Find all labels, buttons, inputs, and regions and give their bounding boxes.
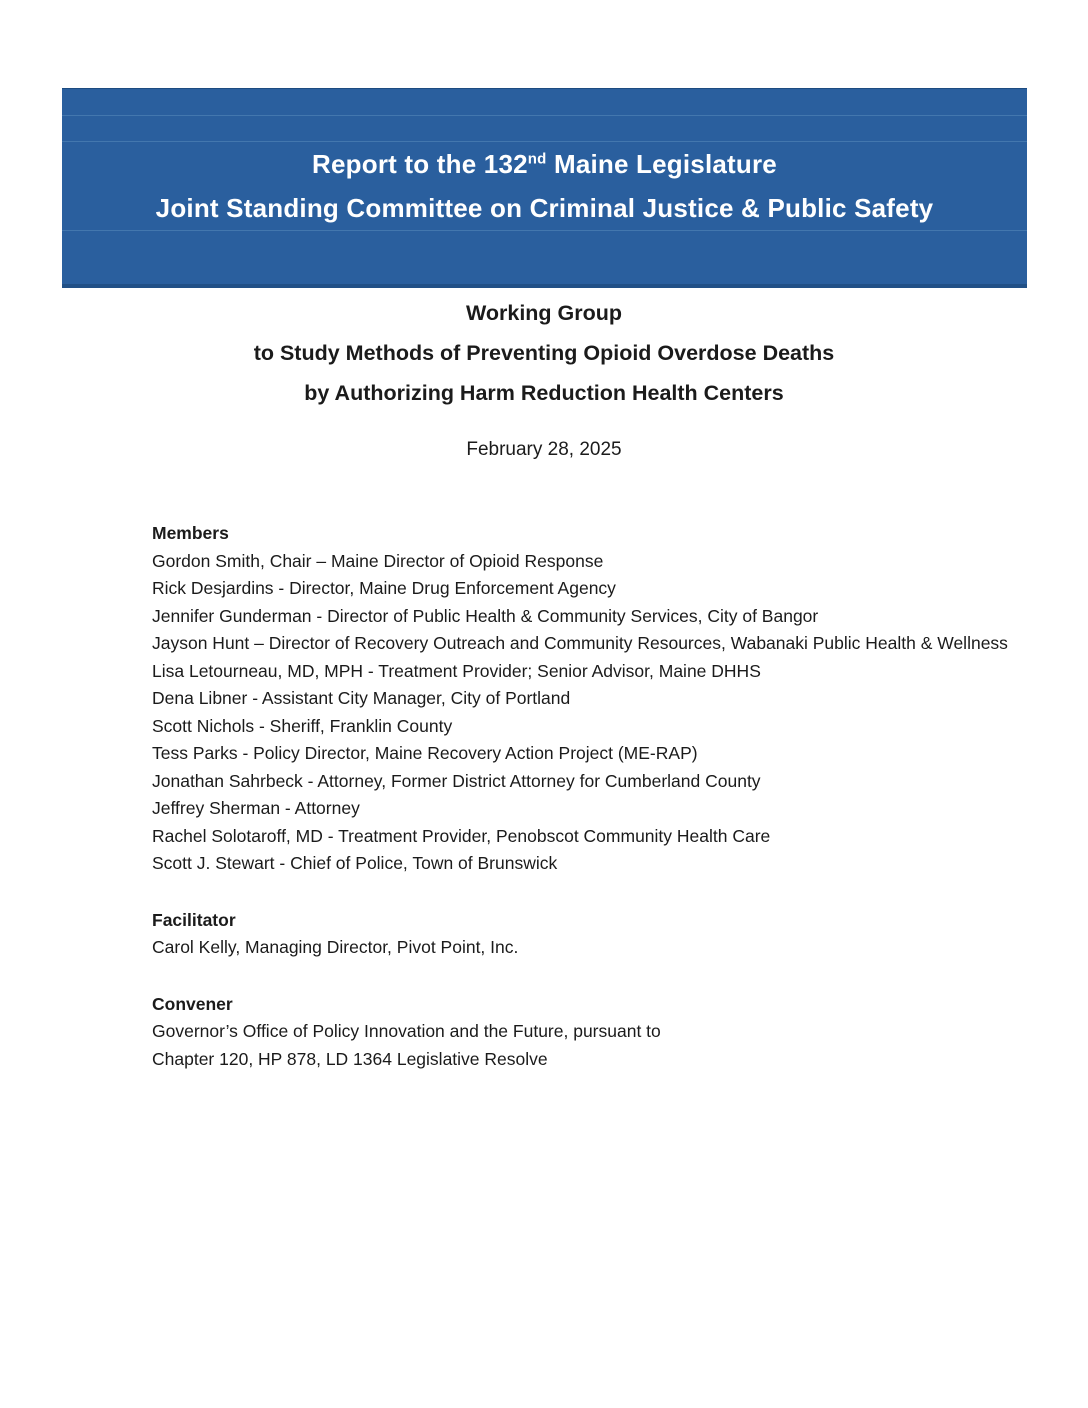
report-title-line2: Joint Standing Committee on Criminal Justice & Public Safety xyxy=(155,193,934,223)
members-list xyxy=(152,548,1048,878)
member-line: Jayson Hunt – Director of Recovery Outreach and Community Resources, Wabanaki Public Health & Wellness xyxy=(152,633,1008,653)
banner-title-band xyxy=(62,142,1027,231)
facilitator-heading: Facilitator xyxy=(152,909,236,930)
convener-heading: Convener xyxy=(152,993,233,1014)
members-heading: Members xyxy=(152,523,229,543)
cover-details xyxy=(152,520,1048,1073)
member-line: Gordon Smith, Chair – Maine Director of Opioid Response xyxy=(152,550,604,571)
member-line: Jeffrey Sherman - Attorney xyxy=(152,798,360,818)
report-title-line1-suffix: Maine Legislature xyxy=(546,149,777,179)
convener-line2: Chapter 120, HP 878, LD 1364 Legislative Resolve xyxy=(152,1048,548,1069)
member-line: Dena Libner - Assistant City Manager, City of Portland xyxy=(152,688,571,708)
member-line: Rachel Solotaroff, MD - Treatment Provider, Penobscot Community Health Care xyxy=(152,825,771,846)
working-group-title-line1: Working Group xyxy=(465,301,623,325)
member-line: Jennifer Gunderman - Director of Public Health & Community Services, City of Bangor xyxy=(152,605,819,626)
member-line: Tess Parks - Policy Director, Maine Recovery Action Project (ME-RAP) xyxy=(152,743,698,763)
working-group-title-line2: to Study Methods of Preventing Opioid Overdose Deaths xyxy=(253,341,835,365)
report-date: February 28, 2025 xyxy=(466,439,622,460)
facilitator-name: Carol Kelly, Managing Director, Pivot Point, Inc. xyxy=(152,937,519,957)
member-line: Scott J. Stewart - Chief of Police, Town of Brunswick xyxy=(152,853,558,873)
member-line: Lisa Letourneau, MD, MPH - Treatment Provider; Senior Advisor, Maine DHHS xyxy=(152,660,761,681)
member-line: Rick Desjardins - Director, Maine Drug Enforcement Agency xyxy=(152,578,616,598)
report-title-ordinal-superscript: nd xyxy=(527,150,547,168)
report-title-line1 xyxy=(62,142,1027,186)
working-group-title xyxy=(0,293,1088,413)
working-group-title-line3: by Authorizing Harm Reduction Health Centers xyxy=(304,381,784,405)
banner-upper-band xyxy=(62,116,1027,142)
report-title-line1-prefix: Report to the 132 xyxy=(312,149,528,179)
banner-top-band xyxy=(62,89,1027,116)
banner-bottom-band xyxy=(62,231,1027,284)
member-line: Scott Nichols - Sheriff, Franklin County xyxy=(152,715,453,736)
title-banner xyxy=(62,88,1027,288)
member-line: Jonathan Sahrbeck - Attorney, Former District Attorney for Cumberland County xyxy=(152,770,761,791)
convener-line1: Governor’s Office of Policy Innovation and the Future, pursuant to xyxy=(152,1021,661,1041)
